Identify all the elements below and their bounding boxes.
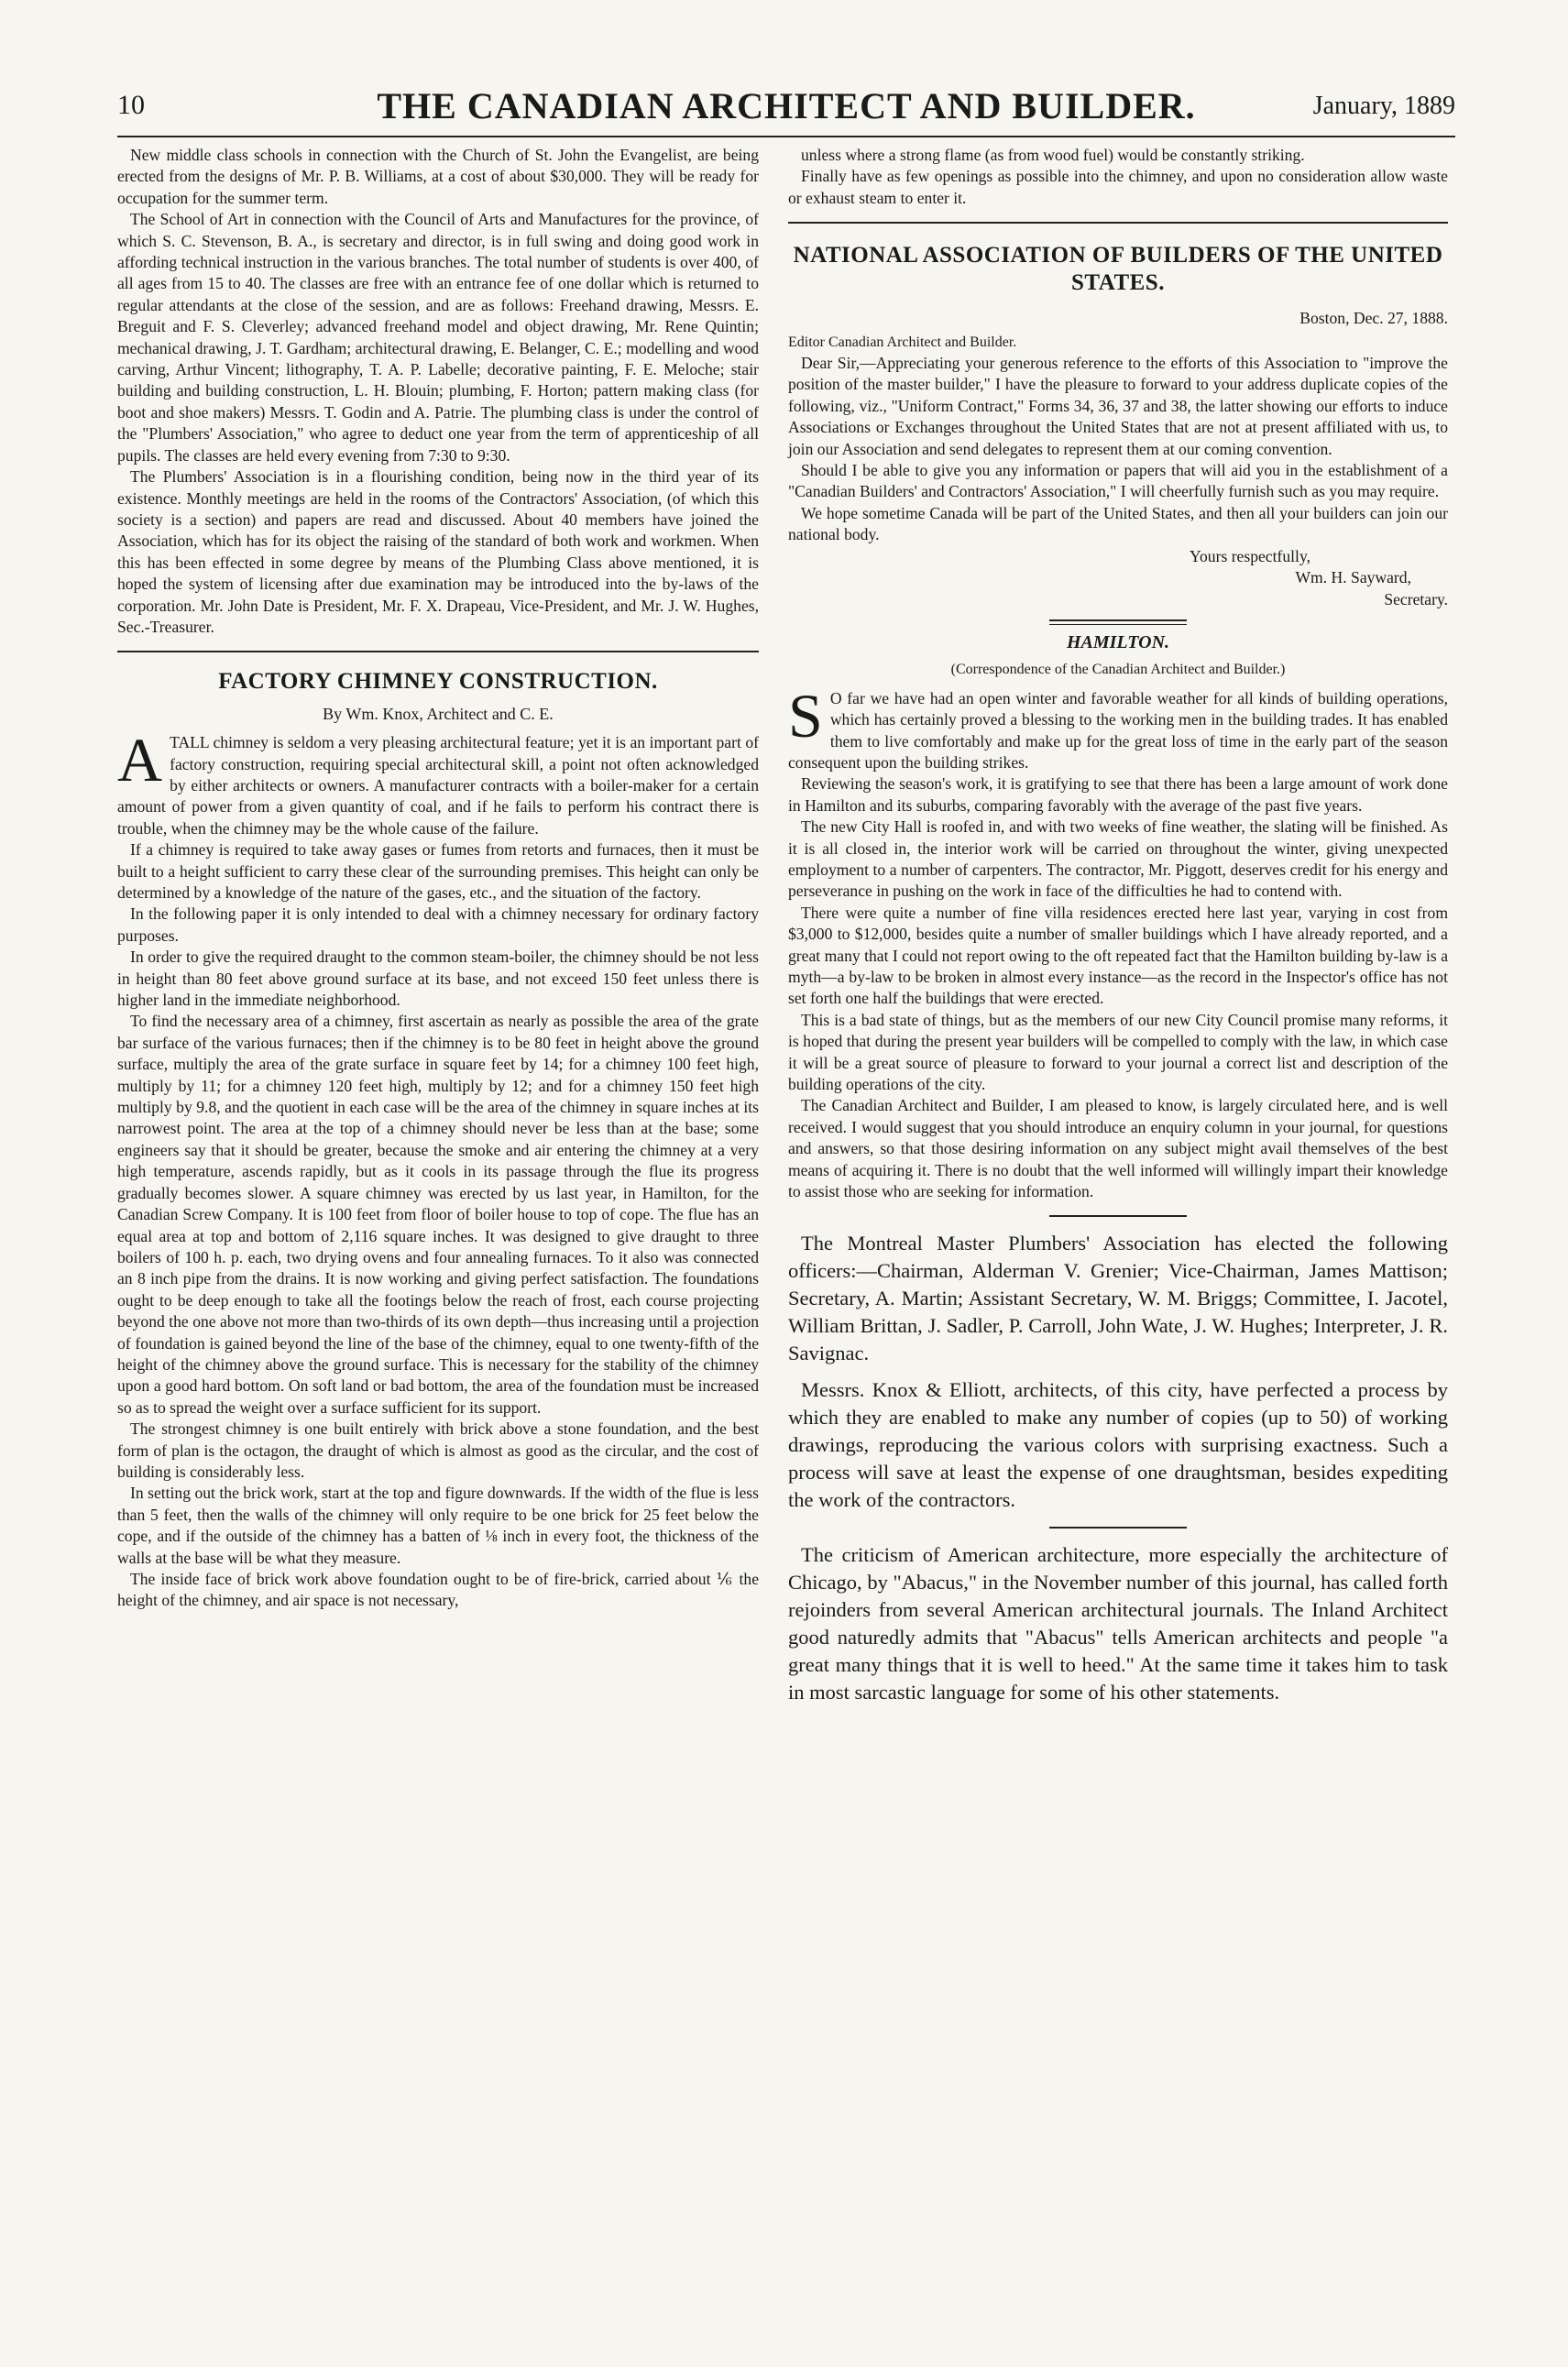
paragraph: There were quite a number of fine villa residences erected here last year, varying in cost from $3,000 to $12,000, besides quite a number of smaller buildings which I have already reported, and a great many that I could not report owing to the oft repeated fact that the Hamilton building by-law is a myth—a by-law to be broken in almost every instance—as the record in the Inspector's office has not set forth one half the buildings that were erected. — [788, 903, 1448, 1008]
section-rule — [1049, 619, 1187, 625]
paragraph: We hope sometime Canada will be part of the United States, and then all your builders can join our national body. — [788, 503, 1448, 544]
paragraph: The inside face of brick work above foundation ought to be of fire-brick, carried about ⅙ the height of the chimney, and air space is not necessary, — [117, 1570, 759, 1610]
paragraph: Finally have as few openings as possible into the chimney, and upon no consideration allow waste or exhaust steam to enter it. — [788, 167, 1448, 207]
paragraph: In the following paper it is only intended to deal with a chimney necessary for ordinary factory purposes. — [117, 904, 759, 945]
section-rule — [1049, 1215, 1187, 1217]
paragraph: In order to give the required draught to the common steam-boiler, the chimney should be not less in height than 80 feet above ground surface at its base, and not exceed 150 feet unless there is higher land in the immediate neighborhood. — [117, 948, 759, 1010]
article-byline: By Wm. Knox, Architect and C. E. — [323, 704, 554, 723]
paragraph-text: O far we have had an open winter and favorable weather for all kinds of building operations, which has certainly proved a blessing to the working men in the building trades. It has enabled them to live comfortably and make up for the great loss of time in the early part of the season consequent upon the building strikes. — [788, 688, 1448, 772]
paragraph: Should I be able to give you any information or papers that will aid you in the establishment of a "Canadian Builders' and Contractors' Association," I will cheerfully furnish such as you may require. — [788, 461, 1448, 501]
paragraph: Messrs. Knox & Elliott, architects, of this city, have perfected a process by which they are enabled to make any number of copies (up to 50) of working drawings, reproducing the various colors with surprising exactness. Such a process will save at least the expense of one draughtsman, besides expediting the work of the contractors. — [788, 1378, 1448, 1512]
large-type-notes — [788, 1230, 1448, 1706]
paragraph: Reviewing the season's work, it is gratifying to see that there has been a large amount of work done in Hamilton and its suburbs, comparing favorably with the average of the past five years. — [788, 774, 1448, 815]
dateline: Boston, Dec. 27, 1888. — [1299, 309, 1448, 328]
section-rule — [788, 222, 1448, 224]
paragraph: New middle class schools in connection with the Church of St. John the Evangelist, are being erected from the designs of Mr. P. B. Williams, at a cost of about $30,000. They will be ready for occupation for the summer term. — [117, 146, 759, 207]
paragraph: The Montreal Master Plumbers' Association has elected the following officers:—Chairman, Alderman V. Grenier; Vice-Chairman, James Mattison; Secretary, A. Martin; Assistant Secretary, W. M. Briggs; Committee, I. Jacotel, William Brittan, J. Sadler, P. Carroll, John Wate, J. W. Hughes; Interpreter, J. R. Savignac. — [788, 1232, 1448, 1365]
paragraph-text: TALL chimney is seldom a very pleasing architectural feature; yet it is an important part of factory construction, requiring special architectural skill, a point not often acknowledged by either architects or owners. A manufacturer contracts with a boiler-maker for a certain amount of power from a given quantity of coal, and if he fails to perform his contract there is trouble, when the chimney may be the whole cause of the failure. — [117, 733, 759, 838]
left-column — [117, 145, 759, 1612]
paragraph: The criticism of American architecture, more especially the architecture of Chicago, by "Abacus," in the November number of this journal, has called forth rejoinders from several American architectural journals. The Inland Architect good naturedly admits that "Abacus" tells American architects and people "a great many things that it is well to heed." At the same time it takes him to task in most sarcastic language for some of his other statements. — [788, 1543, 1448, 1704]
paragraph: The Canadian Architect and Builder, I am pleased to know, is largely circulated here, and is well received. I would suggest that you should introduce an enquiry column in your journal, for questions and answers, so that those desiring information on any subject might avail themselves of the best means of acquiring it. There is no doubt that the well informed will willingly impart their knowledge to assist those who are seeking for information. — [788, 1096, 1448, 1201]
paragraph: Dear Sir,—Appreciating your generous reference to the efforts of this Association to "improve the position of the master builder," I have the pleasure to forward to your address duplicate copies of the following, viz., "Uniform Contract," Forms 34, 36, 37 and 38, the latter showing our efforts to induce Associations or Exchanges throughout the United States that are not at present affiliated with us, to join our Association and send delegates to represent them at our coming convention. — [788, 354, 1448, 458]
drop-cap: S — [788, 680, 823, 751]
page-number: 10 — [117, 90, 145, 120]
issue-date: January, 1889 — [1312, 92, 1455, 120]
paragraph — [788, 680, 1448, 774]
paragraph — [117, 725, 759, 839]
paragraph: To find the necessary area of a chimney, first ascertain as nearly as possible the area of the grate bar surface of the various furnaces; then if the chimney is to be 80 feet in height above the ground surface, multiply the area of the grate surface in square feet by 14; for a chimney 100 feet high, multiply by 11; for a chimney 120 feet high, multiply by 12; and for a chimney 150 feet high multiply by 9.8, and the quotient in each case will be the area of the chimney in square inches at its narrowest point. The area at the top of a chimney should never be less than at the base; some engineers say that it should be greater, because the smoke and air entering the chimney at a very high temperature, ascends rapidly, but as it cools in its passage through the flue its progress gradually becomes slower. A square chimney was erected by us last year, in Hamilton, for the Canadian Screw Company. It is 100 feet from floor of boiler house to top of cope. The flue has an equal area at top and bottom of 2,116 square inches. It was designed to give draught to three boilers of 100 h. p. each, two drying ovens and four annealing furnaces. To it also was connected an 8 inch pipe from the drains. It is now working and giving perfect satisfaction. The foundations ought to be deep enough to take all the footings below the reach of frost, each course projecting beyond the one above not more than two-thirds of its own depth—thus increasing until a projection of foundation is gained beyond the line of the base of the chimney, equal to one twenty-fifth of the height of the chimney above the ground surface. This is necessary for the stability of the chimney upon a good hard bottom. On soft land or bad bottom, the area of the foundation must be increased so as to spread the weight over a surface sufficient for its support. — [117, 1012, 759, 1417]
page-header — [117, 81, 1455, 137]
drop-cap: A — [117, 725, 163, 795]
section-rule — [117, 651, 759, 652]
article-heading: HAMILTON. — [1066, 631, 1170, 652]
paragraph: unless where a strong flame (as from wood fuel) would be constantly striking. — [801, 146, 1305, 164]
salutation-editor: Editor Canadian Architect and Builder. — [788, 334, 1017, 350]
paragraph: The new City Hall is roofed in, and with two weeks of fine weather, the slating will be finished. As it is all closed in, the interior work will be carried on throughout the winter, giving unexpected employment to a number of carpenters. The contractor, Mr. Piggott, deserves credit for his energy and perseverance in pushing on the work in face of the difficulties he had to contend with. — [788, 817, 1448, 901]
letter-closing: Yours respectfully, — [1190, 546, 1310, 565]
correspondence-line: (Correspondence of the Canadian Architect and Builder.) — [950, 662, 1286, 678]
article-heading: FACTORY CHIMNEY CONSTRUCTION. — [218, 669, 658, 695]
article-heading: NATIONAL ASSOCIATION OF BUILDERS OF THE UNITED STATES. — [793, 243, 1443, 296]
paragraph: If a chimney is required to take away gases or fumes from retorts and furnaces, then it must be built to a height sufficient to carry these clear of the surrounding premises. This height can only be determined by a knowledge of the nature of the gases, etc., and the situation of the factory. — [117, 840, 759, 902]
masthead-title: THE CANADIAN ARCHITECT AND BUILDER. — [377, 85, 1196, 126]
letter-signature: Wm. H. Sayward, — [1295, 568, 1411, 587]
right-column — [788, 145, 1448, 1706]
section-rule — [1049, 1527, 1187, 1529]
paragraph: The School of Art in connection with the Council of Arts and Manufactures for the province, of which S. C. Stevenson, B. A., is secretary and director, is in full swing and doing good work in affording technical instruction in the various branches. The total number of students is over 400, of all ages from 15 to 40. The classes are free with an entrance fee of one dollar which is returned to regular attendants at the close of the session, and are as follows: Freehand drawing, Messrs. E. Breguit and F. S. Cleverley; advanced freehand model and object drawing, Mr. Rene Quintin; mechanical drawing, J. T. Gardham; architectural drawing, E. Belanger, C. E.; modelling and wood carving, Arthur Vincent; lithography, T. A. P. Labelle; decorative painting, F. E. Meloche; stair building and building construction, L. H. Blouin; plumbing, F. Horton; pattern making class (for boot and shoe makers) Messrs. T. Godin and A. Patrie. The plumbing class is under the control of the "Plumbers' Association," who agree to deduct one year from the term of apprenticeship of all pupils. The classes are held every evening from 7:30 to 9:30. — [117, 210, 759, 465]
paragraph: In setting out the brick work, start at the top and figure downwards. If the width of the flue is less than 5 feet, then the walls of the chimney will only require to be one brick for 25 feet below the cope, and if the outside of the chimney has a batten of ⅛ inch in every foot, the thickness of the walls at the base will be what they measure. — [117, 1484, 759, 1567]
letter-signer-title: Secretary. — [1384, 589, 1448, 608]
paragraph: The strongest chimney is one built entirely with brick above a stone foundation, and the best form of plan is the octagon, the draught of which is almost as good as the circular, and the cost of building is considerably less. — [117, 1419, 759, 1481]
paragraph: This is a bad state of things, but as the members of our new City Council promise many reforms, it is hoped that during the present year builders will be compelled to comply with the law, in which case it will be a great source of pleasure to forward to your journal a correct list and description of the building operations of the city. — [788, 1010, 1448, 1094]
paragraph: The Plumbers' Association is in a flourishing condition, being now in the third year of its existence. Monthly meetings are held in the rooms of the Contractors' Association, (of which this society is a section) and papers are read and discussed. About 40 members have joined the Association, which has for its object the raising of the standard of both work and workmen. When this has been effected in some degree by means of the Plumbing Class above mentioned, it is hoped the system of licensing after due examination may be introduced into the by-laws of the corporation. Mr. John Date is President, Mr. F. X. Drapeau, Vice-President, and Mr. J. W. Hughes, Sec.-Treasurer. — [117, 467, 759, 636]
